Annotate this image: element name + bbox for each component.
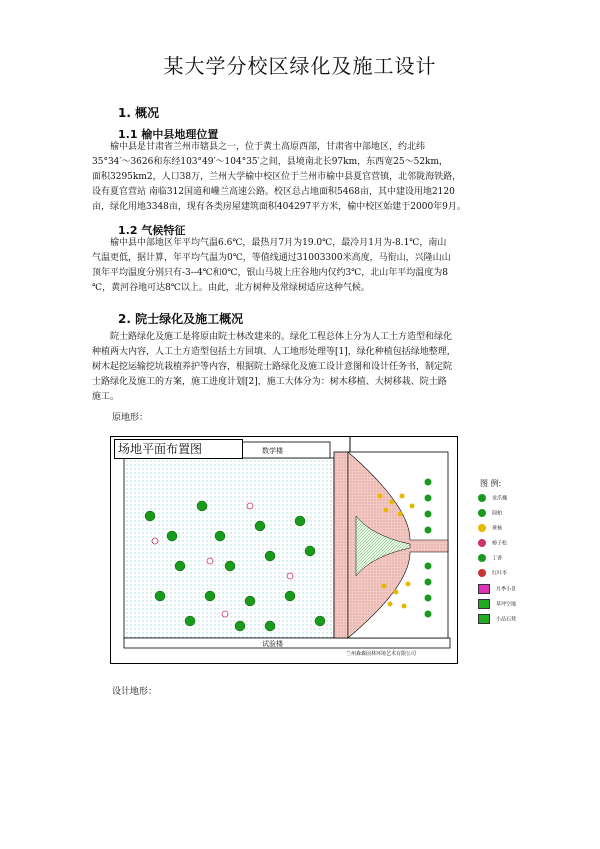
site-plan-figure [110, 436, 458, 664]
legend-item [478, 599, 516, 609]
legend-swatch-icon [478, 524, 486, 532]
legend-item [478, 509, 502, 517]
legend-label: 红叶李 [492, 570, 508, 577]
legend-item [478, 494, 507, 502]
legend-item [478, 554, 502, 562]
para-line: 35°34′～3626和东经103°49′～104°35′之间，县境南北长97km，东西宽25～52km， [92, 157, 449, 167]
para-line: 亩，绿化用地3348亩，现有各类房屋建筑面积404297平方米，榆中校区始建于2000年9月。 [92, 202, 466, 212]
legend-item [478, 569, 507, 577]
section-2-heading: 2. 院士绿化及施工概况 [118, 312, 244, 326]
top-building-label: 数学楼 [262, 447, 283, 455]
para-line: 士路绿化及施工的方案，施工进度计划[2]，施工大体分为：树木移植、大树移栽、院士路 [92, 377, 447, 387]
section-1-2-heading: 1.2 气候特征 [118, 224, 186, 237]
para-line: ℃，黄河谷地可达8℃以上。由此，北方树种及常绿树适应这种气候。 [92, 283, 370, 293]
legend-swatch-icon [478, 539, 486, 547]
legend-swatch-icon [478, 509, 486, 517]
para-line: 施工。 [92, 392, 120, 402]
legend-label: 小品石凳 [496, 616, 517, 623]
label-original-terrain: 原地形： [112, 413, 149, 423]
legend-swatch-icon [478, 584, 490, 594]
label-design-terrain: 设计地形： [112, 687, 158, 697]
section-1-heading: 1. 概况 [118, 106, 160, 120]
bottom-building-label: 试验楼 [262, 640, 283, 648]
lawn-area [124, 458, 334, 638]
legend-swatch-icon [478, 554, 486, 562]
legend-label: 黄杨 [492, 525, 503, 532]
legend-item [478, 614, 516, 624]
legend-title: 图 例: [480, 479, 502, 488]
legend-label: 圆柏 [492, 510, 503, 517]
site-plan-title: 场地平面布置图 [114, 439, 243, 459]
legend-swatch-icon [478, 614, 490, 624]
para-line: 顶年平均温度分别只有-3--4℃和0℃，银山马坡上庄谷地内仅约3℃，北山年平均温度为8 [92, 268, 448, 278]
legend-swatch-icon [478, 569, 486, 577]
bottom-band [124, 638, 450, 648]
para-line: 院士路绿化及施工是将原由院士林改建来的。绿化工程总体上分为人工土方造型和绿化 [110, 332, 453, 342]
paragraph-location [92, 140, 512, 215]
para-line: 面积3295km2，人口38万，兰州大学榆中校区位于兰州市榆中县夏官营镇，北邻陇海铁路， [92, 172, 462, 182]
para-line: 树木起挖运输挖坑栽植养护等内容，根据院士路绿化及施工设计意图和设计任务书，制定院 [92, 362, 453, 372]
legend-swatch-icon [478, 494, 486, 502]
legend-label: 月季小景 [496, 586, 517, 593]
legend-label: 丁香 [492, 555, 503, 562]
legend-item [478, 539, 507, 547]
paragraph-climate [92, 236, 512, 296]
section-1-1-heading: 1.1 榆中县地理位置 [118, 128, 219, 141]
para-line: 种植两大内容，人工土方造型包括土方回填、人工地形处理等[1]，绿化种植包括绿地整理， [92, 347, 456, 357]
document-title: 某大学分校区绿化及施工设计 [163, 54, 437, 78]
site-plan-drawing [110, 436, 458, 664]
para-line: 设有夏官营站 南临312国道和巉兰高速公路。校区总占地面积5468亩，其中建设用地2120 [92, 187, 455, 197]
para-line: 气温更低，据计算，年平均气温为0℃，等值线通过31003300米高度，马衔山，兴隆山山 [92, 253, 451, 263]
para-line: 榆中县是甘肃省兰州市辖县之一，位于黄土高原西部，甘肃省中部地区，约北纬 [110, 142, 426, 152]
legend-item [478, 584, 516, 594]
legend-swatch-icon [478, 599, 490, 609]
legend-item [478, 524, 502, 532]
legend-label: 草坪空地 [496, 601, 517, 608]
paragraph-overview [92, 330, 512, 405]
para-line: 榆中县中部地区年平均气温6.6℃，最热月7月为19.0℃，最冷月1月为-8.1℃，南山 [110, 238, 447, 248]
plan-credit: 兰州森森园林环境艺术有限公司 [346, 651, 417, 657]
legend-label: 樟子松 [492, 540, 508, 547]
legend-label: 龙爪槐 [492, 495, 508, 502]
road-vertical [334, 452, 348, 638]
